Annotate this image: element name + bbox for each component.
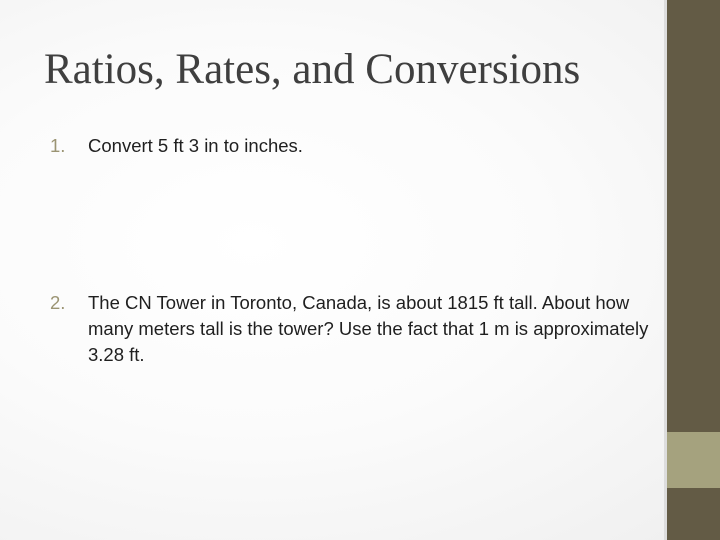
list-item-text: Convert 5 ft 3 in to inches. [88,135,303,156]
list-item-text: The CN Tower in Toronto, Canada, is about 1815 ft tall. About how many meters tall is the tower? Use the fact that 1 m is approximately 3.28 ft. [88,292,649,365]
list-item-number: 2. [50,292,66,313]
list-item-1 [50,133,650,159]
list-item-number: 1. [50,135,66,156]
sidebar-accent-block [667,432,720,488]
list-item-2 [50,290,650,368]
slide-title: Ratios, Rates, and Conversions [44,46,581,93]
